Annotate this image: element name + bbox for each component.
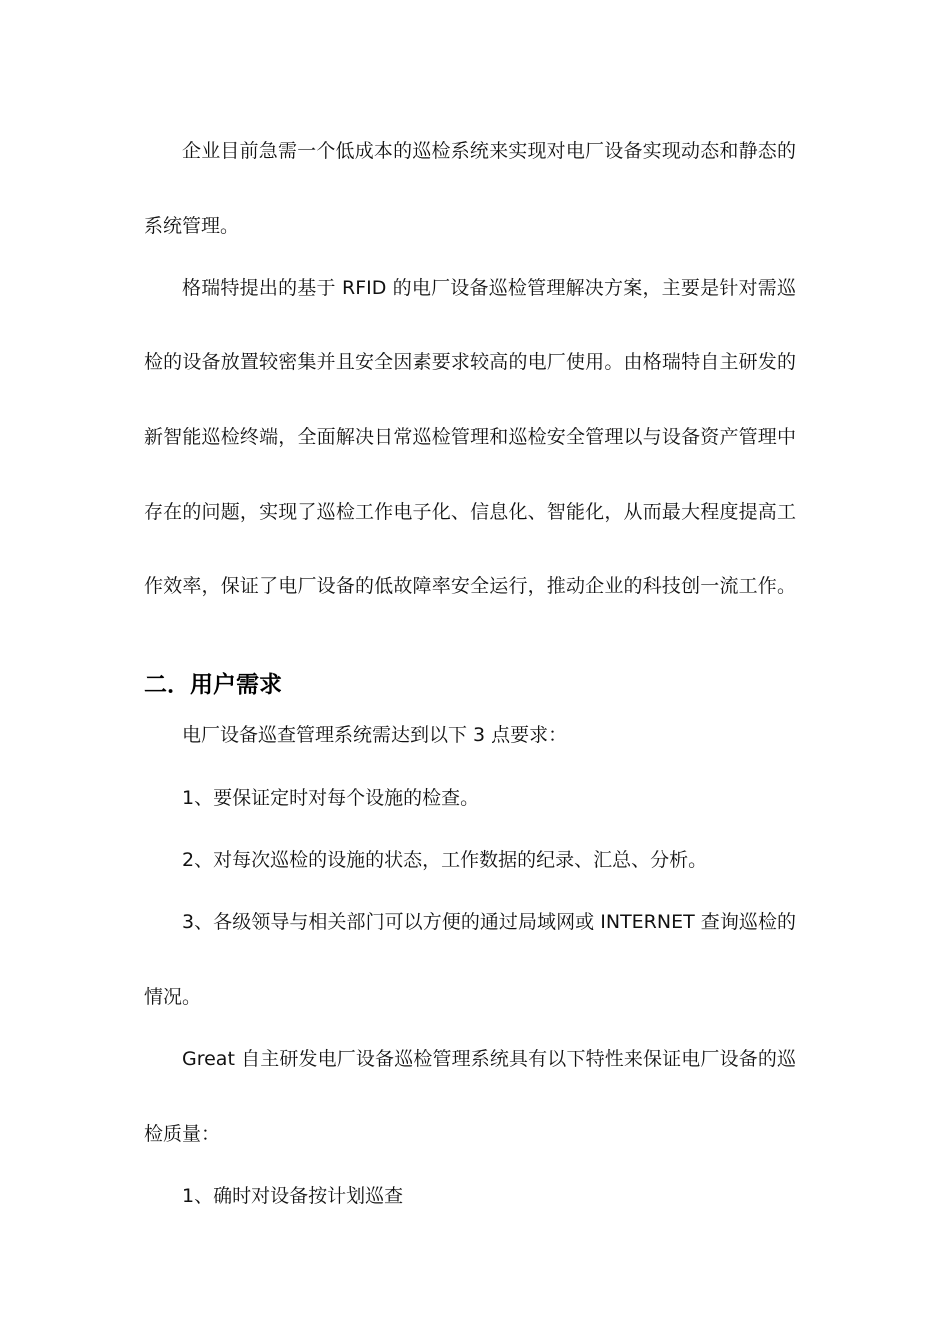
paragraph-line: 检的设备放置较密集并且安全因素要求较高的电厂使用。由格瑞特自主研发的 — [144, 351, 796, 373]
paragraph-line: Great 自主研发电厂设备巡检管理系统具有以下特性来保证电厂设备的巡 — [182, 1048, 796, 1070]
section-heading: 二．用户需求 — [144, 672, 282, 698]
requirements-intro: 电厂设备巡查管理系统需达到以下 3 点要求： — [182, 724, 568, 746]
paragraph-line: 企业目前急需一个低成本的巡检系统来实现对电厂设备实现动态和静态的 — [182, 140, 796, 162]
paragraph-line: 新智能巡检终端，全面解决日常巡检管理和巡检安全管理以与设备资产管理中 — [144, 426, 796, 448]
paragraph-line: 作效率，保证了电厂设备的低故障率安全运行，推动企业的科技创一流工作。 — [144, 575, 796, 597]
feature-item-1: 1、确时对设备按计划巡查 — [182, 1185, 404, 1207]
requirement-item-1: 1、要保证定时对每个设施的检查。 — [182, 787, 480, 809]
requirement-item-3-cont: 情况。 — [144, 986, 202, 1008]
paragraph-line: 格瑞特提出的基于 RFID 的电厂设备巡检管理解决方案，主要是针对需巡 — [182, 277, 796, 299]
paragraph-line: 检质量： — [144, 1123, 221, 1145]
paragraph-line: 系统管理。 — [144, 215, 240, 237]
requirement-item-3: 3、各级领导与相关部门可以方便的通过局域网或 INTERNET 查询巡检的 — [182, 911, 796, 933]
paragraph-line: 存在的问题，实现了巡检工作电子化、信息化、智能化，从而最大程度提高工 — [144, 501, 796, 523]
requirement-item-2: 2、对每次巡检的设施的状态，工作数据的纪录、汇总、分析。 — [182, 849, 708, 871]
